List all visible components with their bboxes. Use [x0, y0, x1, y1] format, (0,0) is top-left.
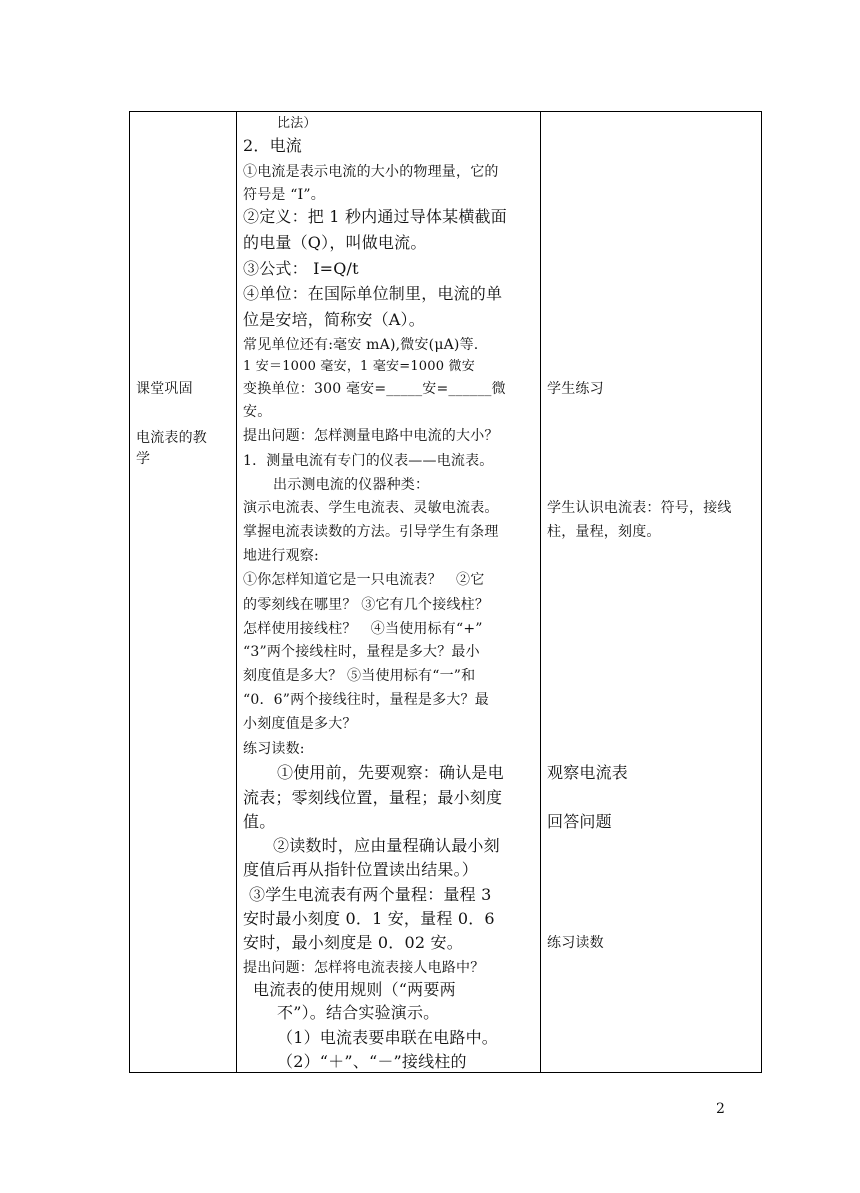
text-line: 符号是 “I”。	[243, 187, 325, 203]
text-line: 1．测量电流有专门的仪表——电流表。	[243, 453, 494, 469]
teacher-activity-column	[237, 112, 540, 1072]
text-line: ④单位：在国际单位制里，电流的单	[243, 284, 503, 303]
stage-label-ammeter-line2: 学	[136, 451, 151, 467]
text-line: 出示测电流的仪器种类：	[273, 477, 430, 493]
text-line: 位是安培，简称安（A）。	[243, 310, 425, 329]
student-activity-practice: 学生练习	[547, 381, 604, 397]
section-heading: 2．电流	[243, 136, 302, 155]
text-line: 度值后再从指针位置读出结果。）	[243, 860, 479, 879]
text-line: 的电量（Q），叫做电流。	[243, 233, 427, 252]
text-line: 提出问题：怎样测量电路中电流的大小？	[243, 428, 499, 444]
text-line: ②定义：把 1 秒内通过导体某横截面	[243, 207, 507, 226]
text-line: 地进行观察:	[243, 548, 319, 564]
text-line: 1 安＝1000 毫安，1 毫安=1000 微安	[243, 359, 475, 374]
text-line: “0．6”两个接线往时，量程是多大？最	[243, 692, 489, 708]
text-line: 怎样使用接线柱？ ④当使用标有“+”	[243, 621, 483, 637]
text-line: 变换单位：300 毫安=_____安=______微	[243, 381, 506, 397]
page-number: 2	[716, 1101, 725, 1117]
stage-label-ammeter-line1: 电流表的教	[136, 430, 207, 446]
student-activity-observe: 观察电流表	[547, 763, 629, 782]
text-line: 比法）	[277, 116, 317, 131]
text-line: 安时，最小刻度是 0．02 安。	[243, 933, 463, 952]
text-line: 演示电流表、学生电流表、灵敏电流表。	[243, 500, 499, 516]
text-line: 流表；零刻线位置，量程；最小刻度	[243, 788, 503, 807]
stage-column	[130, 112, 236, 1072]
text-line: 掌握电流表读数的方法。引导学生有条理	[243, 524, 499, 540]
text-line: ③公式： I=Q/t	[243, 259, 359, 278]
text-line: 电流表的使用规则（“两要两	[253, 980, 456, 999]
text-line: ①你怎样知道它是一只电流表？ ②它	[243, 572, 485, 588]
text-line: 值。	[243, 812, 276, 831]
text-line: ①电流是表示电流的大小的物理量，它的	[243, 164, 499, 180]
text-line: 提出问题：怎样将电流表接人电路中？	[243, 960, 485, 976]
text-line: “3”两个接线柱时，量程是多大？最小	[243, 644, 480, 660]
student-activity-recognize-line2: 柱，量程，刻度。	[547, 524, 661, 540]
student-activity-reading: 练习读数	[547, 935, 604, 951]
text-line: 刻度值是多大？ ⑤当使用标有“一”和	[243, 668, 476, 684]
text-line: 安时最小刻度 0．1 安，量程 0．6	[243, 909, 495, 928]
text-line: 不”）。结合实验演示。	[277, 1003, 440, 1022]
text-line: 常见单位还有:毫安 mA),微安(μA)等.	[243, 337, 479, 353]
lesson-table	[129, 111, 762, 1073]
text-line: 的零刻线在哪里？ ③它有几个接线柱？	[243, 597, 490, 613]
student-activity-recognize-line1: 学生认识电流表：符号，接线	[547, 500, 732, 516]
text-line: ②读数时，应由量程确认最小刻	[273, 836, 500, 855]
student-activity-column	[541, 112, 761, 1072]
text-line: ①使用前，先要观察：确认是电	[277, 763, 504, 782]
text-line: 小刻度值是多大？	[243, 716, 357, 732]
text-line: （2）“＋”、“－”接线柱的	[277, 1052, 467, 1071]
student-activity-answer: 回答问题	[547, 812, 612, 831]
text-line: 练习读数:	[243, 741, 305, 757]
stage-label-consolidation: 课堂巩固	[136, 381, 193, 397]
text-line: 安。	[243, 404, 272, 420]
text-line: ③学生电流表有两个量程：量程 3	[249, 885, 492, 904]
text-line: （1）电流表要串联在电路中。	[277, 1028, 498, 1047]
